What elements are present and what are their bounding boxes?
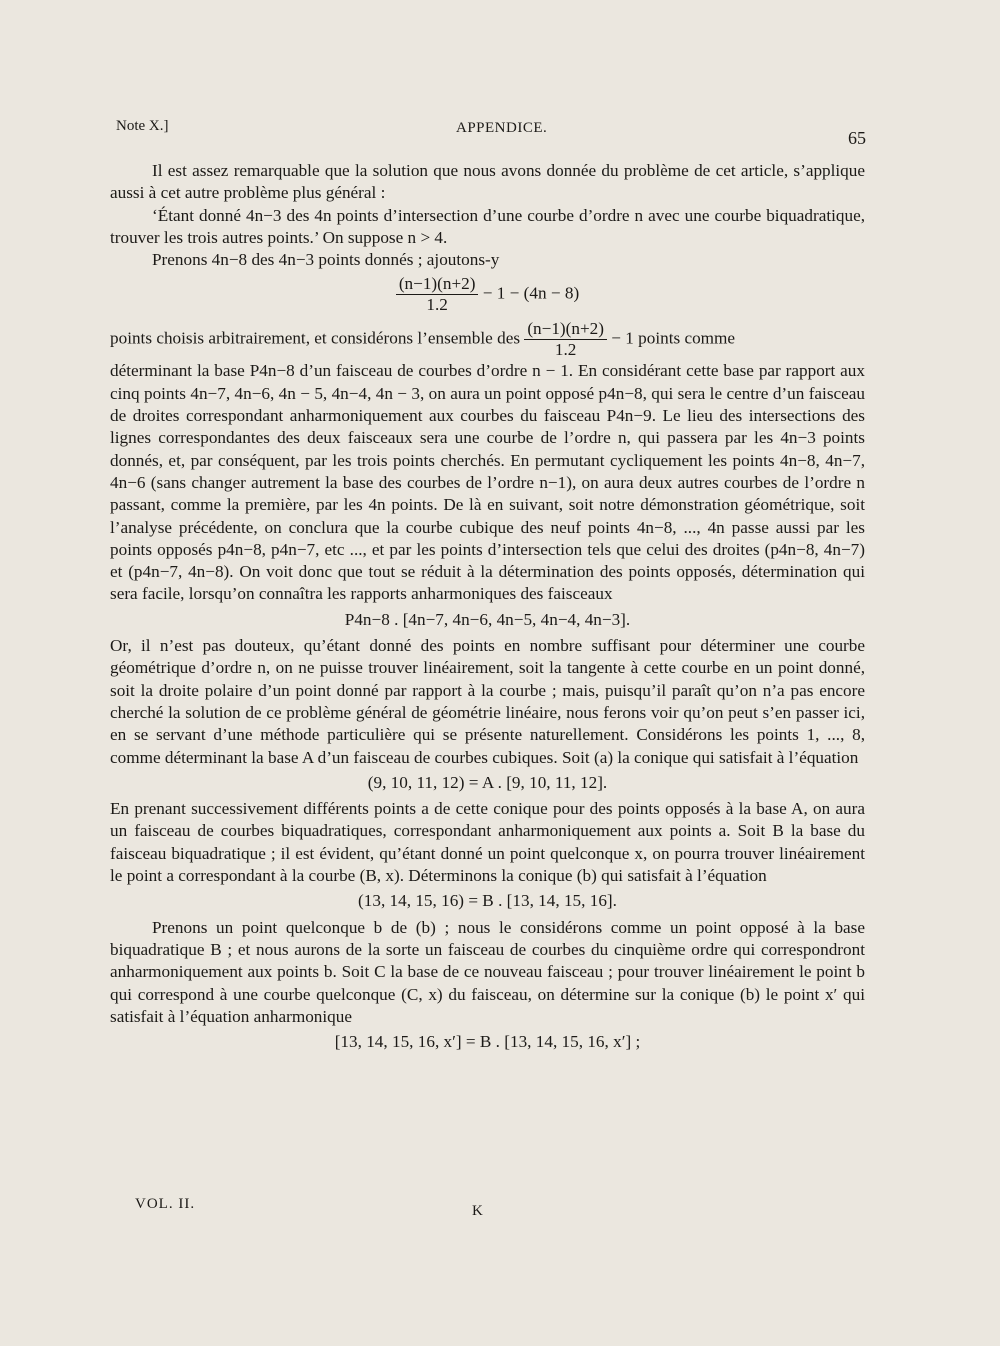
- inline-fraction: [524, 319, 607, 360]
- fraction: [396, 274, 479, 315]
- page-number: 65: [848, 128, 866, 148]
- fraction-denominator: 1.2: [554, 340, 577, 360]
- paragraph-2: ‘Étant donné 4n−3 des 4n points d’intersection d’une courbe d’ordre n avec une courbe biquadratique, trouver les trois autres points.’ On suppose n > 4.: [110, 205, 865, 247]
- paragraph-7: Prenons un point quelconque b de (b) ; nous le considérons comme un point opposé à la base biquadratique B ; et nous aurons de la sorte un faisceau de courbes du cinquième ordre qui correspondront anharmoniquement aux points b. Soit C la base de ce nouveau faisceau ; pour trouver linéairement le point b qui correspond à une courbe quelconque (C, x) du faisceau, on détermine sur la conique (b) le point x′ qui satisfait à l’équation anharmonique: [110, 917, 865, 1026]
- paragraph-4-start: points choisis arbitrairement, et considérons l’ensemble des: [110, 328, 521, 348]
- main-text: [110, 160, 865, 1057]
- equation-2: P4n−8 . [4n−7, 4n−6, 4n−5, 4n−4, 4n−3].: [344, 609, 631, 629]
- fraction-denominator: 1.2: [426, 295, 448, 315]
- equation-1-rest: − 1 − (4n − 8): [482, 283, 580, 303]
- equation-4: (13, 14, 15, 16) = B . [13, 14, 15, 16].: [358, 891, 617, 911]
- paragraph-5: Or, il n’est pas douteux, qu’étant donné des points en nombre suffisant pour déterminer une courbe géométrique d’ordre n, on ne puisse trouver linéairement, soit la tangente à cette courbe en un point donné, soit la droite polaire d’un point donné par rapport à la courbe ; mais, puisqu’il paraît qu’on n’a pas encore cherché la solution de ce problème général de géométrie linéaire, nous ferons voir qu’on peut s’en passer ici, en se servant d’une méthode particulière qui se présente naturellement. Considérons les points 1, ..., 8, comme déterminant la base A d’un faisceau de courbes cubiques. Soit (a) la conique qui satisfait à l’équation: [110, 636, 865, 767]
- signature-mark: K: [472, 1203, 483, 1219]
- paragraph-1: Il est assez remarquable que la solution que nous avons donnée du problème de cet article, s’applique aussi à cet autre problème plus général :: [110, 161, 865, 203]
- volume-label: VOL. II.: [135, 1196, 196, 1212]
- header-title: APPENDICE.: [456, 120, 548, 136]
- paragraph-4-middle: − 1 points comme: [611, 328, 736, 348]
- running-header: [116, 114, 866, 148]
- paragraph-3: Prenons 4n−8 des 4n−3 points donnés ; ajoutons-y: [152, 250, 500, 270]
- header-note-label: Note X.]: [116, 118, 169, 134]
- equation-5: [13, 14, 15, 16, x′] = B . [13, 14, 15, 16, x′] ;: [334, 1032, 641, 1052]
- paragraph-4-lead: [110, 319, 865, 360]
- fraction-numerator: (n−1)(n+2): [524, 319, 607, 340]
- paragraph-6: En prenant successivement différents points a de cette conique pour des points opposés à la base A, on aura un faisceau de courbes biquadratiques, correspondant anharmoniquement aux points a. Soit B la base du faisceau biquadratique ; il est évident, qu’étant donné un point quelconque x, on pourra trouver linéairement le point a correspondant à la courbe (B, x). Déterminons la conique (b) qui satisfait à l’équation: [110, 799, 865, 886]
- equation-3: (9, 10, 11, 12) = A . [9, 10, 11, 12].: [367, 772, 608, 792]
- fraction-numerator: (n−1)(n+2): [396, 274, 479, 295]
- equation-1: [110, 274, 865, 315]
- paragraph-4-body: déterminant la base P4n−8 d’un faisceau de courbes d’ordre n − 1. En considérant cette base par rapport aux cinq points 4n−7, 4n−6, 4n − 5, 4n−4, 4n − 3, on aura un point opposé p4n−8, qui sera le centre d’un faisceau de droites correspondant anharmoniquement aux courbes du faisceau P4n−9. Le lieu des intersections des lignes correspondantes des deux faisceaux sera une courbe de l’ordre n, qui passera par les 4n−3 points donnés, et, par conséquent, par les trois points cherchés. En permutant cycliquement les points 4n−8, 4n−7, 4n−6 (sans changer autrement la base des courbes de l’ordre n−1), on aura deux autres courbes de l’ordre n passant, comme la première, par les 4n points. De là en suivant, soit notre démonstration géométrique, soit l’analyse précédente, on conclura que la courbe cubique des neuf points 4n−8, ..., 4n passe aussi par les points opposés p4n−8, p4n−7, etc ..., et par les points d’intersection tels que celui des droites (p4n−8, 4n−7) et (p4n−7, 4n−8). On voit donc que tout se réduit à la détermination des points opposés, détermination qui sera facile, lorsqu’on connaîtra les rapports anharmoniques des faisceaux: [110, 361, 865, 604]
